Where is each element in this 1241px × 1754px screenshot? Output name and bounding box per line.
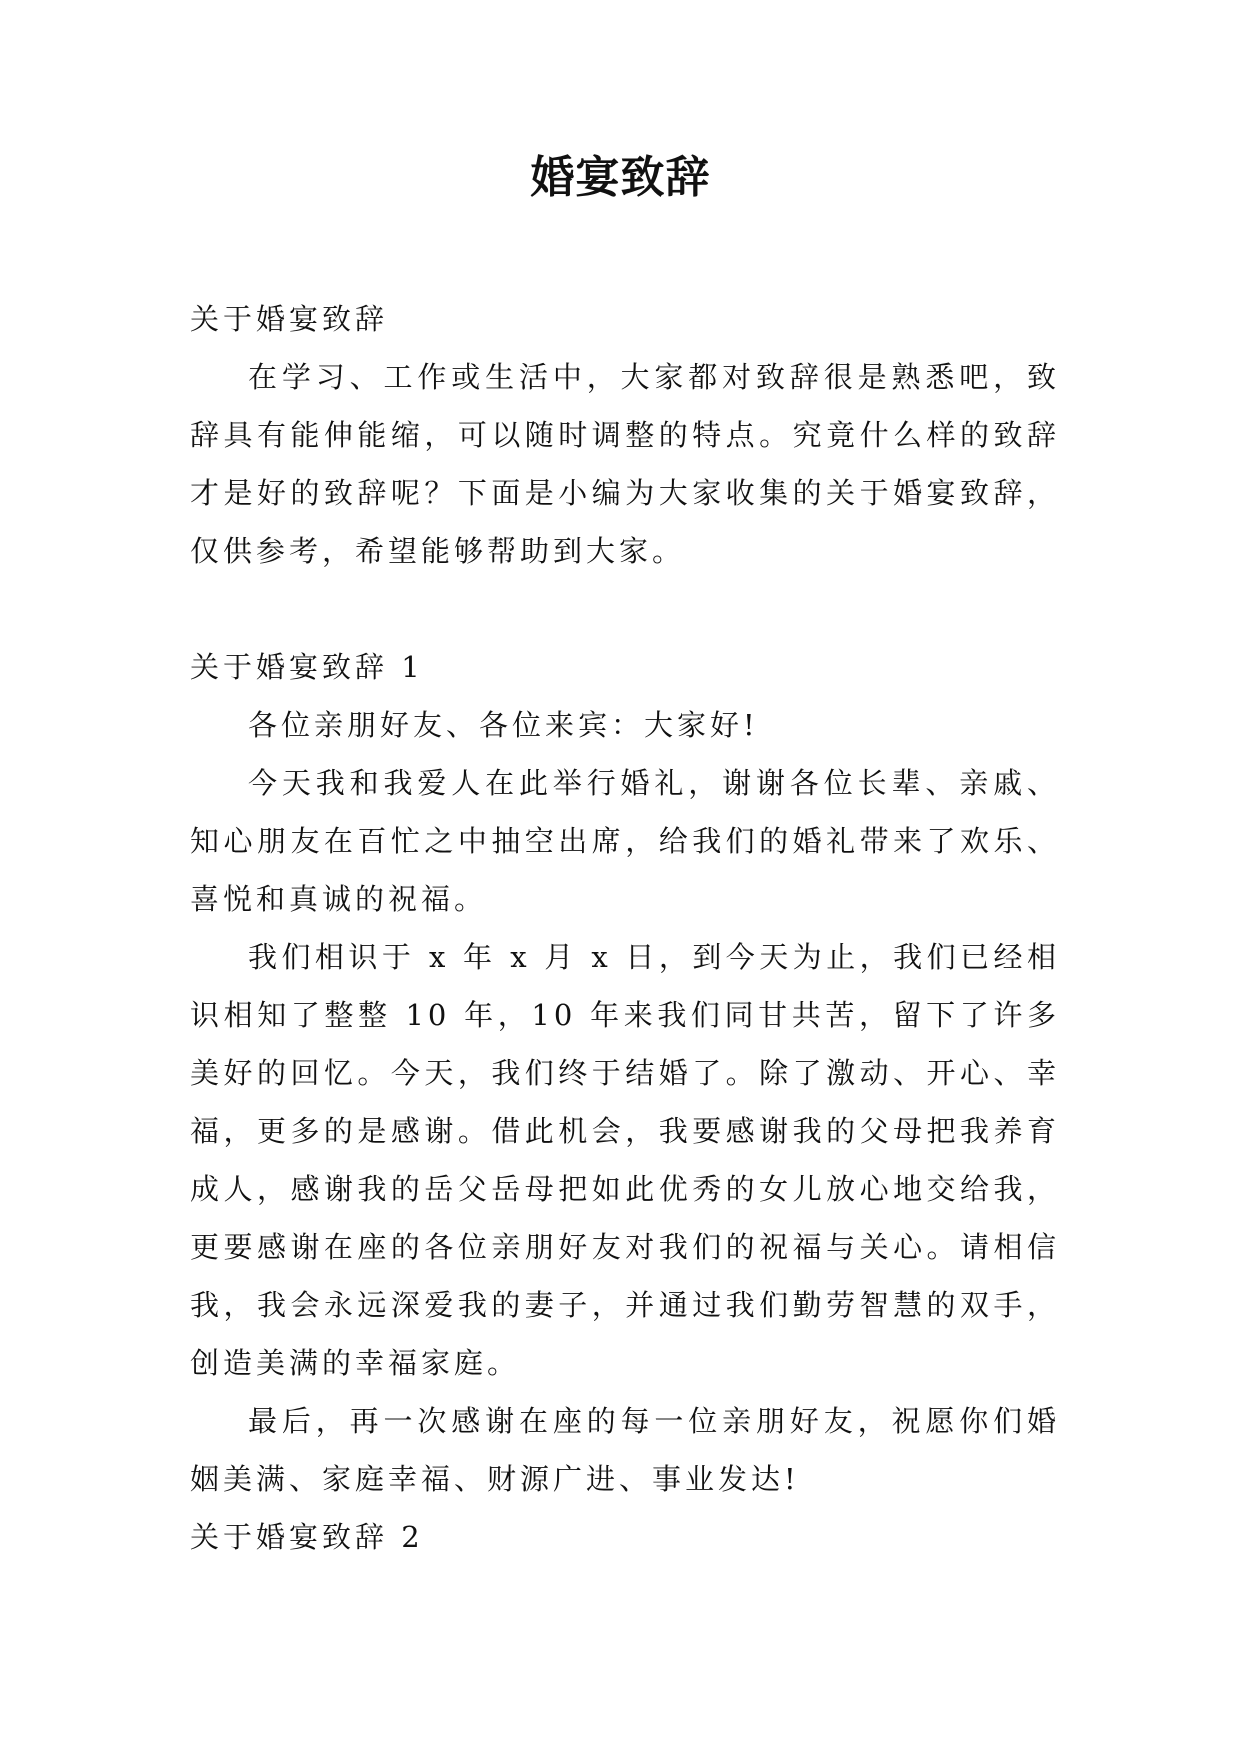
paragraph: 今天我和我爱人在此举行婚礼，谢谢各位长辈、亲戚、知心朋友在百忙之中抽空出席，给我们的婚礼带来了欢乐、喜悦和真诚的祝福。 — [190, 766, 1060, 916]
section-heading-intro: 关于婚宴致辞 — [190, 302, 389, 336]
paragraph: 最后，再一次感谢在座的每一位亲朋好友，祝愿你们婚姻美满、家庭幸福、财源广进、事业发达! — [190, 1404, 1060, 1496]
section-heading-1: 关于婚宴致辞 1 — [190, 650, 424, 684]
section-heading-2: 关于婚宴致辞 2 — [190, 1520, 424, 1554]
section-spacer — [190, 580, 1060, 638]
document-title: 婚宴致辞 — [530, 152, 711, 203]
paragraph: 在学习、工作或生活中，大家都对致辞很是熟悉吧，致辞具有能伸能缩，可以随时调整的特点。究竟什么样的致辞才是好的致辞呢？下面是小编为大家收集的关于婚宴致辞，仅供参考，希望能够帮助到大家。 — [190, 360, 1060, 568]
paragraph: 各位亲朋好友、各位来宾：大家好! — [248, 708, 759, 742]
document-body — [190, 290, 1060, 1566]
paragraph: 我们相识于 x 年 x 月 x 日，到今天为止，我们已经相识相知了整整 10 年，10 年来我们同甘共苦，留下了许多美好的回忆。今天，我们终于结婚了。除了激动、开心、幸福，更多的是感谢。借此机会，我要感谢我的父母把我养育成人，感谢我的岳父岳母把如此优秀的女儿放心地交给我，更要感谢在座的各位亲朋好友对我们的祝福与关心。请相信我，我会永远深爱我的妻子，并通过我们勤劳智慧的双手，创造美满的幸福家庭。 — [190, 940, 1060, 1380]
